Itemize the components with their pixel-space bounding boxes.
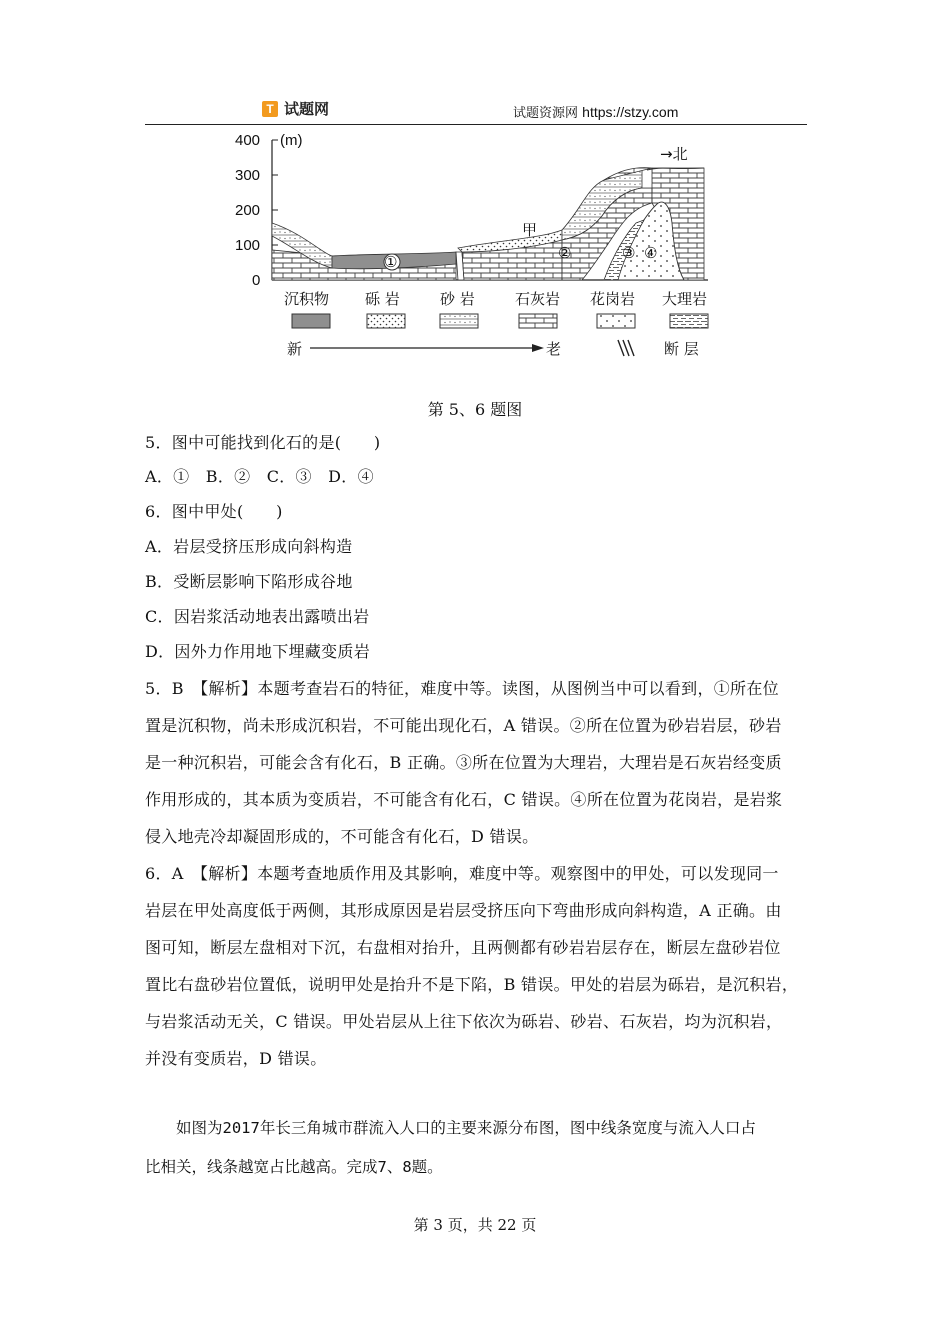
page-header (145, 98, 807, 125)
figure-caption: 第 5、6 题图 (427, 400, 523, 419)
cross-section (272, 168, 704, 280)
site-name: 试题资源网 (513, 106, 579, 121)
site-logo[interactable] (262, 98, 329, 119)
question-5-options: A．① B．② C．③ D．④ (145, 467, 374, 486)
answer-6-line: 与岩浆活动无关，C 错误。甲处岩层从上往下依次为砾岩、砂岩、石灰岩，均为沉积岩， (145, 1012, 783, 1031)
next-question-intro-line: 如图为2017年长三角城市群流入人口的主要来源分布图，图中线条宽度与流入人口占 (145, 1119, 756, 1137)
logo-icon: T (262, 101, 278, 117)
marker-2-label: ② (558, 244, 572, 262)
legend-marble-swatch (670, 314, 708, 328)
y-tick-200: 200 (235, 202, 261, 219)
question-5-stem: 5．图中可能找到化石的是( ) (145, 433, 381, 452)
label-jia: 甲 (522, 221, 538, 239)
answer-5-line: 作用形成的，其本质为变质岩，不可能含有化石，C 错误。④所在位置为花岗岩，是岩浆 (145, 790, 783, 809)
age-new-label: 新 (287, 340, 303, 358)
answer-6-line: 岩层在甲处高度低于两侧，其形成原因是岩层受挤压向下弯曲形成向斜构造，A 正确。由 (145, 901, 782, 920)
age-arrow-head (532, 344, 544, 352)
y-tick-100: 100 (235, 237, 261, 254)
legend-granite-label: 花岗岩 (590, 290, 636, 308)
marker-4-label: ④ (644, 244, 658, 262)
legend-sediment-label: 沉积物 (284, 290, 330, 308)
geology-cross-section-figure (232, 128, 732, 364)
marker-3-label: ③ (622, 244, 636, 262)
question-6-option-b: B．受断层影响下陷形成谷地 (145, 572, 353, 591)
answer-5-line: 5．B 【解析】本题考查岩石的特征，难度中等。读图，从图例当中可以看到，①所在位 (145, 679, 779, 698)
legend-conglomerate-label: 砾 岩 (365, 290, 400, 308)
site-url[interactable]: https://stzy.com (582, 104, 679, 120)
y-unit: (m) (280, 132, 303, 149)
legend-conglomerate-swatch (367, 314, 405, 328)
legend-limestone-label: 石灰岩 (515, 290, 561, 308)
legend-sandstone-swatch (440, 314, 478, 328)
answer-5-line: 是一种沉积岩，可能会含有化石，B 正确。③所在位置为大理岩，大理岩是石灰岩经变质 (145, 753, 782, 772)
answer-5-line: 置是沉积物，尚未形成沉积岩，不可能出现化石，A 错误。②所在位置为砂岩岩层，砂岩 (145, 716, 782, 735)
page-number: 第 3 页，共 22 页 (413, 1216, 537, 1234)
answer-6-line: 图可知，断层左盘相对下沉，右盘相对抬升，且两侧都有砂岩岩层存在，断层左盘砂岩位 (145, 938, 781, 957)
answer-6-line: 6．A 【解析】本题考查地质作用及其影响，难度中等。观察图中的甲处，可以发现同一 (145, 864, 779, 883)
question-6-stem: 6．图中甲处( ) (145, 502, 283, 521)
legend-granite-swatch (597, 314, 635, 328)
legend-marble-label: 大理岩 (662, 290, 708, 308)
question-6-option-a: A．岩层受挤压形成向斜构造 (145, 537, 353, 556)
age-old-label: 老 (546, 340, 562, 358)
y-tick-0: 0 (252, 272, 261, 289)
y-tick-300: 300 (235, 167, 261, 184)
fault-label: 断 层 (664, 340, 699, 358)
site-info (513, 102, 678, 121)
question-6-option-d: D．因外力作用地下埋藏变质岩 (145, 642, 371, 661)
next-question-intro-line: 比相关，线条越宽占比越高。完成7、8题。 (145, 1158, 443, 1176)
legend-sediment-swatch (292, 314, 330, 328)
fault-symbol-icon (618, 340, 634, 356)
answer-6-line: 并没有变质岩，D 错误。 (145, 1049, 327, 1068)
legend (284, 290, 708, 358)
north-arrow: →北 (660, 145, 688, 163)
question-6-option-c: C．因岩浆活动地表出露喷出岩 (145, 607, 370, 626)
y-tick-400: 400 (235, 132, 261, 149)
logo-text: 试题网 (284, 100, 330, 118)
marker-1-label: ① (384, 253, 398, 271)
legend-limestone-swatch (519, 314, 557, 328)
answer-6-line: 置比右盘砂岩位置低，说明甲处是抬升不是下陷，B 错误。甲处的岩层为砾岩，是沉积岩， (145, 975, 799, 994)
answer-5-line: 侵入地壳冷却凝固形成的，不可能含有化石，D 错误。 (145, 827, 539, 846)
legend-sandstone-label: 砂 岩 (440, 290, 475, 308)
